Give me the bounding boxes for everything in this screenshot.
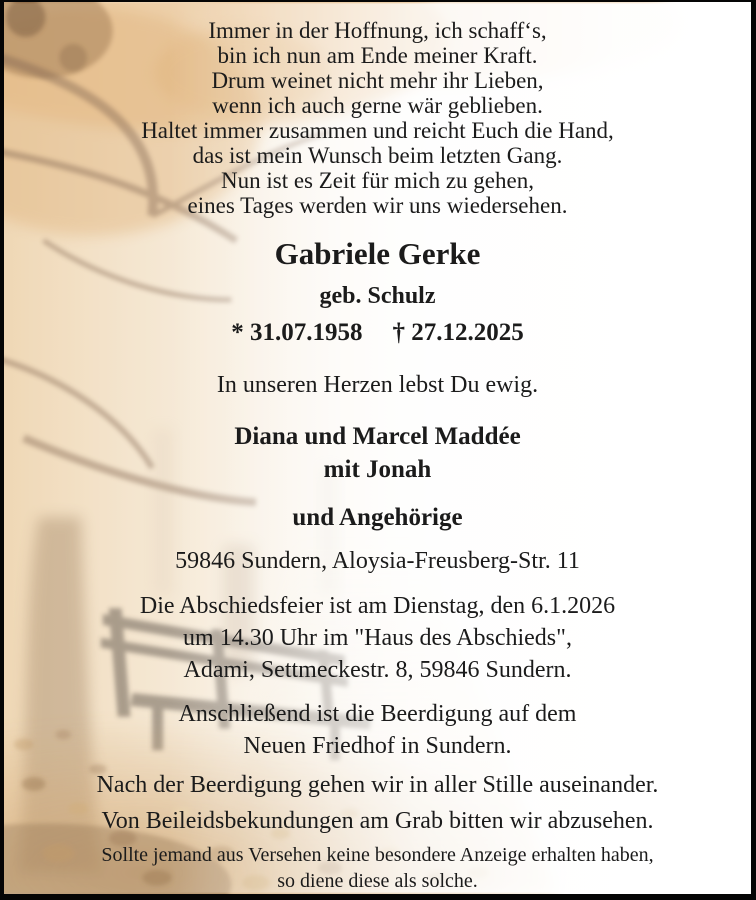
service-line: um 14.30 Uhr im "Haus des Abschieds",: [183, 625, 572, 651]
mourners-block: [4, 420, 751, 486]
death-date: † 27.12.2025: [392, 319, 524, 346]
mourners-line: mit Jonah: [323, 456, 432, 483]
poem-line: bin ich nun am Ende meiner Kraft.: [217, 43, 538, 68]
note-beileid: Von Beileidsbekundungen am Grab bitten wir abzusehen.: [101, 808, 654, 834]
anzeige-line: Sollte jemand aus Versehen keine besondere Anzeige erhalten haben,: [101, 844, 654, 866]
deceased-name: Gabriele Gerke: [274, 236, 481, 271]
address-line: 59846 Sundern, Aloysia-Freusberg-Str. 11: [175, 548, 580, 574]
deceased-maiden-name: geb. Schulz: [319, 283, 436, 309]
mourners-line: Diana und Marcel Maddée: [234, 423, 521, 450]
memorial-poem: [4, 18, 751, 218]
note-anzeige-block: [4, 842, 751, 894]
birth-date: * 31.07.1958: [231, 319, 363, 346]
poem-line: Immer in der Hoffnung, ich schaff‘s,: [208, 18, 547, 43]
poem-line: Drum weinet nicht mehr ihr Lieben,: [211, 68, 544, 93]
burial-line: Neuen Friedhof in Sundern.: [243, 733, 512, 759]
relatives-line: und Angehörige: [292, 504, 463, 531]
poem-line: Nun ist es Zeit für mich zu gehen,: [221, 168, 534, 193]
service-line: Die Abschiedsfeier ist am Dienstag, den 6.1.2026: [139, 593, 616, 619]
poem-line: eines Tages werden wir uns wiedersehen.: [187, 193, 568, 218]
note-stille: Nach der Beerdigung gehen wir in aller Stille auseinander.: [96, 772, 659, 798]
farewell-service-block: [4, 590, 751, 686]
service-line: Adami, Settmeckestr. 8, 59846 Sundern.: [183, 657, 572, 683]
burial-line: Anschließend ist die Beerdigung auf dem: [178, 701, 577, 727]
life-dates: [4, 318, 751, 348]
poem-line: Haltet immer zusammen und reicht Euch die Hand,: [141, 118, 614, 143]
notice-content: [4, 2, 751, 894]
poem-line: das ist mein Wunsch beim letzten Gang.: [192, 143, 563, 168]
anzeige-line: so diene diese als solche.: [277, 870, 478, 892]
epitaph-line: In unseren Herzen lebst Du ewig.: [216, 372, 539, 398]
poem-line: wenn ich auch gerne wär geblieben.: [212, 93, 543, 118]
burial-block: [4, 698, 751, 762]
